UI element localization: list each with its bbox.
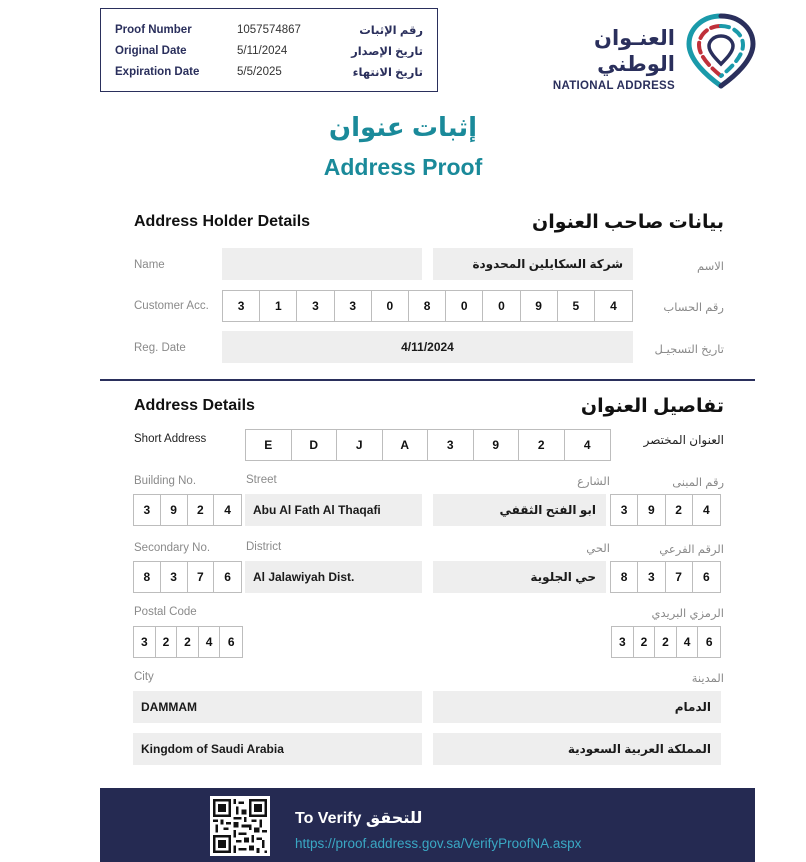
proof-number-label-en: Proof Number [115,23,192,36]
short-address-label-en: Short Address [134,433,207,445]
expiration-date-row [115,61,423,82]
secondary-digit-cell: 3 [161,562,188,592]
postal-digit-cell: 4 [677,627,699,657]
building-digit-cell: 3 [611,495,638,525]
qr-code-icon[interactable] [210,796,270,856]
account-digit-cell: 5 [558,291,595,321]
customer-account-cells [222,290,633,322]
proof-info-box [100,8,438,92]
building-digit-cell: 2 [188,495,215,525]
building-digit-cell: 2 [666,495,693,525]
postal-digit-cell: 2 [655,627,677,657]
customer-account-label-en: Customer Acc. [134,300,209,312]
postal-digit-cell: 2 [634,627,656,657]
page-title-en: Address Proof [323,154,483,180]
reg-date-label-en: Reg. Date [134,342,186,354]
postal-digit-cell: 3 [612,627,634,657]
name-field-ar: شركة السكايلين المحدودة [433,248,633,280]
building-digit-cell: 9 [638,495,665,525]
verify-title: To Verify للتحقق [295,810,423,827]
district-label-en: District [246,541,282,553]
proof-number-row [115,19,423,40]
original-date-label-en: Original Date [115,44,187,57]
holder-section-title-ar: بيانات صاحب العنوان [531,212,724,233]
account-digit-cell: 3 [223,291,260,321]
proof-number-label-ar: رقم الإثبات [359,24,423,37]
account-digit-cell: 0 [446,291,483,321]
short-address-label-ar: العنوان المختصر [643,433,724,447]
postal-code-label-ar: الرمزي البريدي [651,608,724,620]
account-digit-cell: 0 [372,291,409,321]
account-digit-cell: 3 [297,291,334,321]
secondary-digit-cell: 6 [224,570,231,584]
secondary-digit-cell: 7 [188,562,215,592]
short-address-char-cell: 4 [583,438,591,452]
postal-digit-cell: 6 [705,635,713,649]
account-digit-cell: 0 [483,291,520,321]
street-label-en: Street [246,474,277,486]
secondary-digit-cell: 8 [134,562,161,592]
short-address-char-cell: 2 [519,430,565,460]
logo-text-en: NATIONAL ADDRESS [552,80,675,92]
account-digit-cell: 1 [260,291,297,321]
verify-footer [100,788,755,862]
verify-url-link[interactable]: https://proof.address.gov.sa/VerifyProofNA.aspx [295,836,582,851]
secondary-digit-cell: 3 [638,562,665,592]
secondary-digit-cell: 6 [703,570,710,584]
postal-code-cells-ar [611,626,721,658]
short-address-char-cell: E [246,430,292,460]
secondary-no-label-en: Secondary No. [134,542,211,554]
account-digit-cell: 8 [409,291,446,321]
country-field-en: Kingdom of Saudi Arabia [133,733,422,765]
customer-account-label-ar: رقم الحساب [663,302,724,314]
street-field-en: Abu Al Fath Al Thaqafi [245,494,422,526]
building-digit-cell: 9 [161,495,188,525]
postal-digit-cell: 2 [177,627,199,657]
expiration-date-label-ar: تاريخ الانتهاء [352,66,423,79]
original-date-row [115,40,423,61]
national-address-logo [535,10,765,90]
city-field-ar: الدمام [433,691,721,723]
district-label-ar: الحي [586,543,610,555]
short-address-char-cell: A [383,430,429,460]
name-label-en: Name [134,259,165,271]
postal-code-cells-en [133,626,243,658]
city-label-en: City [134,671,154,683]
short-address-cells [245,429,611,461]
holder-section-title-en: Address Holder Details [134,213,311,230]
short-address-char-cell: J [337,430,383,460]
logo-text [535,26,675,92]
building-digit-cell: 4 [703,503,710,517]
account-digit-cell: 3 [335,291,372,321]
expiration-date-value: 5/5/2025 [237,65,282,78]
secondary-no-cells-en [133,561,242,593]
national-address-pin-logo-icon [683,10,759,90]
building-no-label-en: Building No. [134,475,197,487]
short-address-char-cell: D [292,430,338,460]
postal-code-label-en: Postal Code [134,606,197,618]
name-field-en [222,248,422,280]
street-label-ar: الشارع [577,476,610,488]
address-section-title-en: Address Details [134,397,255,414]
district-field-en: Al Jalawiyah Dist. [245,561,422,593]
reg-date-field: 4/11/2024 [222,331,633,363]
short-address-char-cell: 9 [474,430,520,460]
name-label-ar: الاسم [696,261,724,273]
postal-digit-cell: 3 [134,627,156,657]
qr-code-graphic [213,799,267,853]
building-no-label-ar: رقم المبنى [672,477,724,489]
reg-date-label-ar: تاريخ التسجيـل [654,344,724,356]
country-field-ar: المملكة العربية السعودية [433,733,721,765]
building-digit-cell: 4 [224,503,231,517]
expiration-date-label-en: Expiration Date [115,65,200,78]
building-digit-cell: 3 [134,495,161,525]
building-no-cells-ar [610,494,721,526]
postal-digit-cell: 6 [227,635,235,649]
original-date-value: 5/11/2024 [237,44,288,57]
short-address-char-cell: 3 [428,430,474,460]
address-section-title-ar: تفاصيل العنوان [580,396,724,417]
city-field-en: DAMMAM [133,691,422,723]
account-digit-cell: 4 [610,299,617,313]
secondary-digit-cell: 8 [611,562,638,592]
district-field-ar: حي الجلوية [433,561,606,593]
street-field-ar: ابو الفتح الثقفي [433,494,606,526]
city-label-ar: المدينة [691,673,724,685]
secondary-no-cells-ar [610,561,721,593]
secondary-no-label-ar: الرقم الفرعي [659,544,724,556]
postal-digit-cell: 2 [156,627,178,657]
section-divider [100,379,755,381]
secondary-digit-cell: 7 [666,562,693,592]
postal-digit-cell: 4 [199,627,221,657]
account-digit-cell: 9 [521,291,558,321]
page-title-ar: إثبات عنوان [328,112,478,142]
original-date-label-ar: تاريخ الإصدار [351,45,423,58]
building-no-cells-en [133,494,242,526]
proof-number-value: 1057574867 [237,23,301,36]
logo-text-ar: العنـوان الوطني [594,27,675,76]
